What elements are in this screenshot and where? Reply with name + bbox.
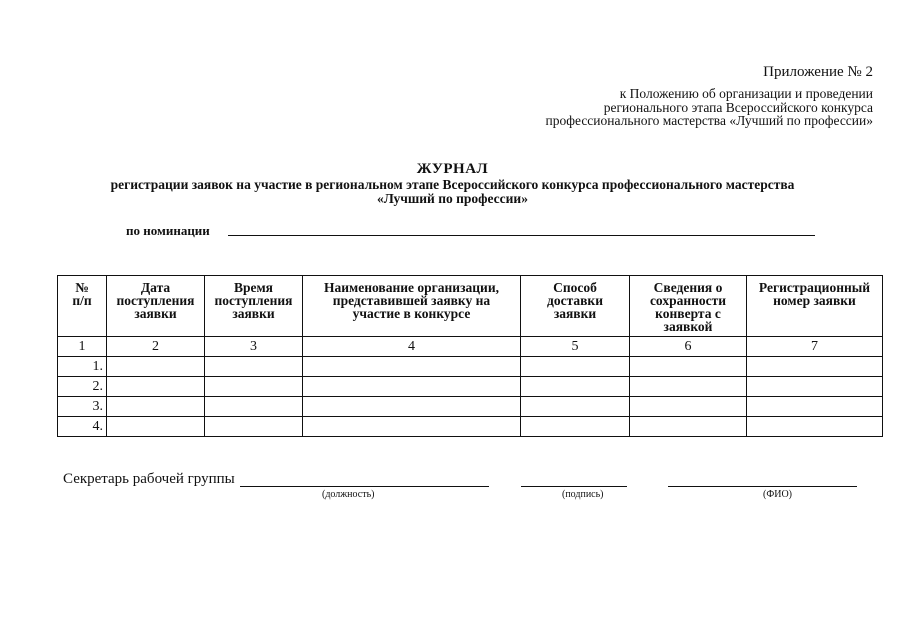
table-cell[interactable]: [630, 397, 747, 417]
table-cell[interactable]: [107, 397, 205, 417]
header-time: Время поступления заявки: [205, 276, 303, 337]
header-number: № п/п: [58, 276, 107, 337]
table-cell[interactable]: [303, 397, 521, 417]
subtitle-line: «Лучший по профессии»: [377, 191, 528, 206]
column-number-row: [58, 337, 883, 357]
table-cell[interactable]: [205, 397, 303, 417]
column-number: 2: [107, 337, 205, 357]
table-cell[interactable]: [630, 357, 747, 377]
row-number: 4.: [58, 417, 107, 437]
table-row: [58, 357, 883, 377]
header-envelope-condition: Сведения о сохранности конверта с заявкой: [630, 276, 747, 337]
column-number: 6: [630, 337, 747, 357]
name-line[interactable]: [668, 486, 857, 487]
table-row: [58, 397, 883, 417]
signature-caption: (подпись): [562, 489, 604, 500]
header-delivery-method: Способ доставки заявки: [521, 276, 630, 337]
table-cell[interactable]: [107, 357, 205, 377]
table-cell[interactable]: [747, 357, 883, 377]
header-date: Дата поступления заявки: [107, 276, 205, 337]
row-number: 3.: [58, 397, 107, 417]
appendix-line: к Положению об организации и проведении: [619, 86, 873, 101]
column-number: 3: [205, 337, 303, 357]
table-cell[interactable]: [521, 397, 630, 417]
nomination-field-line[interactable]: [228, 235, 815, 236]
table-cell[interactable]: [303, 357, 521, 377]
table-cell[interactable]: [303, 377, 521, 397]
column-number: 5: [521, 337, 630, 357]
subtitle-line: регистрации заявок на участие в региональном этапе Всероссийского конкурса профессионального мастерства: [110, 177, 795, 192]
table-cell[interactable]: [747, 417, 883, 437]
secretary-label: Секретарь рабочей группы: [63, 471, 235, 487]
table-cell[interactable]: [521, 357, 630, 377]
table-cell[interactable]: [303, 417, 521, 437]
column-number: 4: [303, 337, 521, 357]
appendix-line: регионального этапа Всероссийского конкурса: [603, 99, 873, 115]
table-cell[interactable]: [205, 357, 303, 377]
table-cell[interactable]: [107, 377, 205, 397]
table-row: [58, 417, 883, 437]
table-cell[interactable]: [630, 377, 747, 397]
header-organization: Наименование организации, представившей заявку на участие в конкурсе: [303, 276, 521, 337]
table-header-row: [58, 276, 883, 337]
table-cell[interactable]: [205, 377, 303, 397]
header-registration-number: Регистрационный номер заявки: [747, 276, 883, 337]
signature-line[interactable]: [521, 486, 627, 487]
appendix-number: Приложение № 2: [763, 64, 873, 80]
table-cell[interactable]: [205, 417, 303, 437]
column-number: 1: [58, 337, 107, 357]
appendix-reference: [546, 87, 873, 128]
table-cell[interactable]: [107, 417, 205, 437]
nomination-label: по номинации: [126, 223, 210, 238]
journal-subtitle: [40, 178, 865, 206]
appendix-line: профессионального мастерства «Лучший по профессии»: [545, 113, 873, 128]
position-line[interactable]: [240, 486, 489, 487]
position-caption: (должность): [322, 489, 375, 500]
table-cell[interactable]: [521, 417, 630, 437]
column-number: 7: [747, 337, 883, 357]
table-row: [58, 377, 883, 397]
row-number: 2.: [58, 377, 107, 397]
table-cell[interactable]: [521, 377, 630, 397]
table-cell[interactable]: [630, 417, 747, 437]
journal-title: ЖУРНАЛ: [416, 161, 489, 177]
registration-table: [57, 275, 883, 437]
row-number: 1.: [58, 357, 107, 377]
table-cell[interactable]: [747, 397, 883, 417]
table-cell[interactable]: [747, 377, 883, 397]
name-caption: (ФИО): [763, 489, 793, 500]
